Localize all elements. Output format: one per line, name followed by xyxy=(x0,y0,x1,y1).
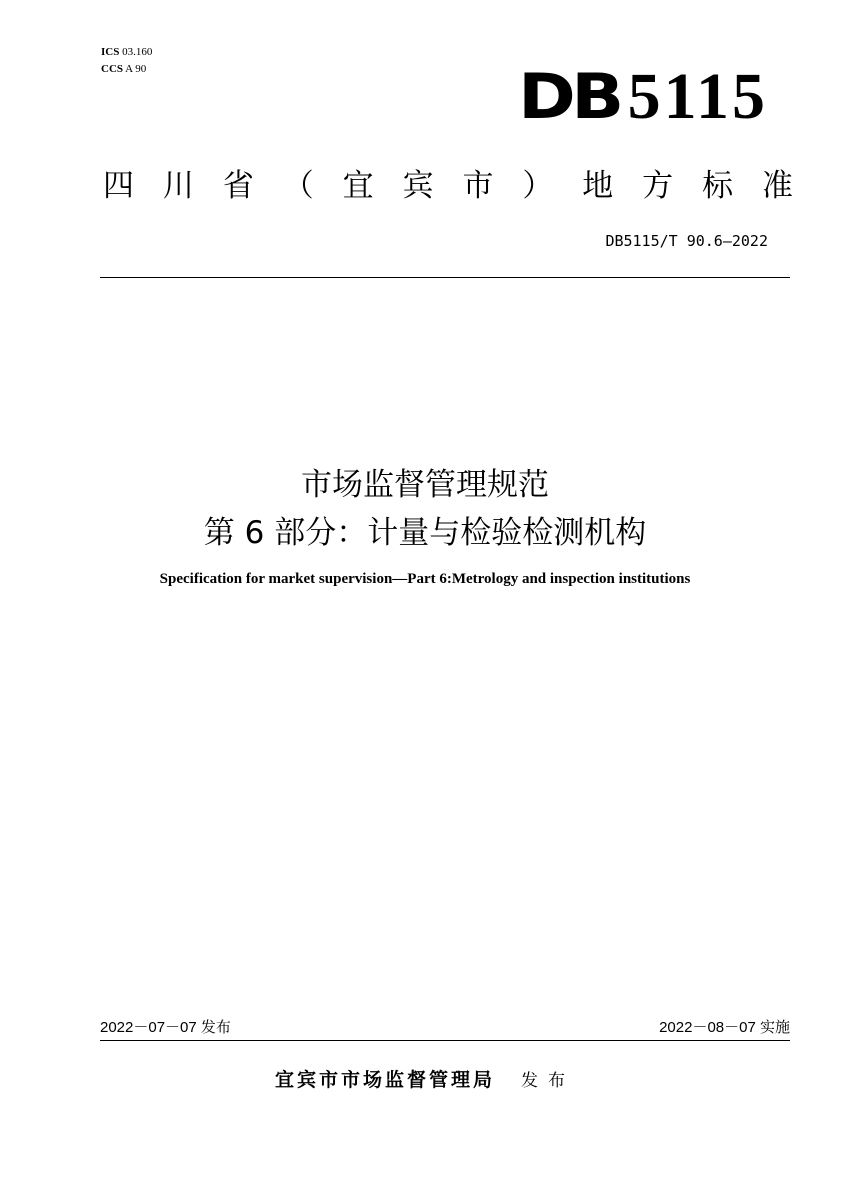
header-divider xyxy=(100,277,790,278)
document-subtitle: 第 6 部分：计量与检验检测机构 xyxy=(203,515,647,551)
publisher-org: 宜宾市市场监督管理局 xyxy=(274,1069,495,1091)
standard-class-char: 标 xyxy=(702,168,734,204)
publish-action: 发布 xyxy=(521,1071,575,1091)
implementation-date: 2022－08－07 实施 xyxy=(659,1019,790,1036)
standard-class-char: 宾 xyxy=(402,168,434,204)
ccs-value: A 90 xyxy=(125,63,147,75)
standard-class-char: 地 xyxy=(582,168,614,204)
ics-code xyxy=(101,44,152,61)
publisher-line xyxy=(0,1067,850,1094)
ccs-label: CCS xyxy=(101,63,124,75)
standard-class-char: ） xyxy=(522,168,554,204)
issue-date: 2022－07－07 发布 xyxy=(100,1019,231,1036)
db-standard-mark xyxy=(518,60,768,133)
standard-number: DB5115/T 90.6—2022 xyxy=(605,232,768,250)
document-title: 市场监督管理规范 xyxy=(301,467,549,503)
standard-class-char: 方 xyxy=(642,168,674,204)
standard-class-char: 川 xyxy=(162,168,194,204)
ics-value: 03.160 xyxy=(122,46,153,58)
standard-class-char: （ xyxy=(282,168,314,204)
standard-class-char: 宜 xyxy=(342,168,374,204)
standard-class-char: 准 xyxy=(761,168,793,204)
ics-label: ICS xyxy=(101,46,120,58)
standard-class-char: 四 xyxy=(103,168,134,204)
classification-codes xyxy=(101,44,152,78)
english-title: Specification for market supervision—Part 6:Metrology and inspection institutions xyxy=(159,571,691,587)
standard-class-char: 市 xyxy=(462,168,494,204)
dates-row xyxy=(100,1018,790,1041)
standard-class-char: 省 xyxy=(222,168,254,204)
ccs-code xyxy=(101,61,152,78)
db-letters: DB xyxy=(518,60,620,133)
db-number: 5115 xyxy=(627,60,768,133)
standard-classification xyxy=(103,164,793,208)
